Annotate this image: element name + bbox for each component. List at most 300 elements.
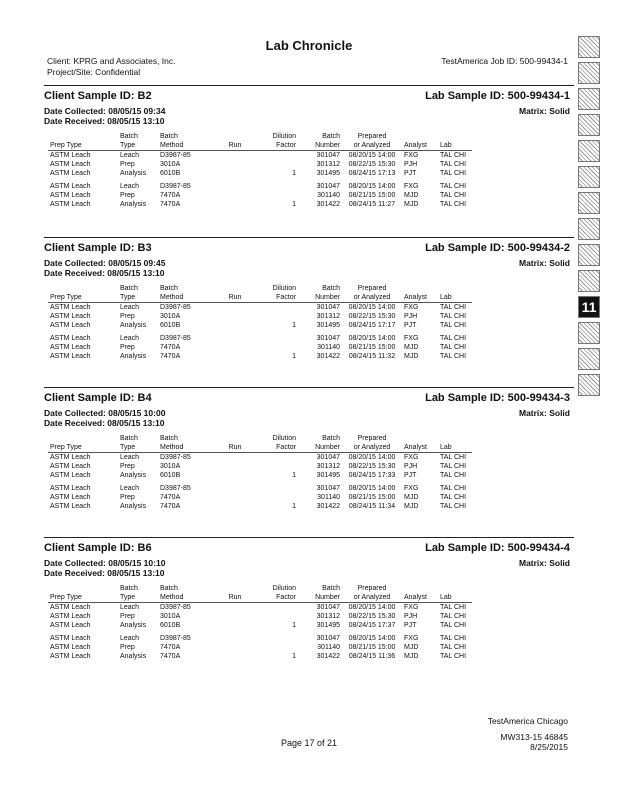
- table-cell: PJH: [404, 613, 418, 620]
- column-header: Factor: [252, 141, 298, 151]
- table-cell: Analysis: [120, 170, 147, 177]
- column-header: Run: [218, 593, 252, 603]
- table-cell: D3987-85: [160, 604, 191, 611]
- table-row: [48, 303, 472, 313]
- column-header: [402, 434, 438, 443]
- table-cell: 08/24/15 11:27: [348, 201, 396, 208]
- table-cell: ASTM Leach: [50, 485, 91, 492]
- table-cell: TAL CHI: [440, 494, 467, 501]
- column-header: Prepared: [357, 133, 387, 140]
- table-cell: 08/21/15 15:00: [348, 494, 396, 501]
- tab-thumbnail[interactable]: [578, 322, 600, 344]
- tab-thumbnail[interactable]: [578, 114, 600, 136]
- column-header: Dilution: [272, 133, 296, 140]
- table-cell: PJT: [404, 622, 417, 629]
- tab-thumbnail[interactable]: [578, 166, 600, 188]
- table-cell: 08/22/15 15:30: [348, 463, 396, 470]
- table-cell: 301047: [316, 635, 340, 642]
- table-cell: [252, 330, 298, 343]
- table-cell: FXG: [404, 335, 419, 342]
- table-cell: 7470A: [160, 201, 181, 208]
- table-row: [48, 151, 472, 161]
- table-cell: 301495: [316, 472, 340, 479]
- table-cell: 08/20/15 14:00: [348, 604, 396, 611]
- table-cell: 08/22/15 15:30: [348, 613, 396, 620]
- column-header: Method: [158, 293, 218, 303]
- table-cell: Analysis: [120, 472, 147, 479]
- column-header: Analyst: [402, 593, 438, 603]
- table-cell: 301422: [316, 201, 340, 208]
- column-header: Prep Type: [48, 593, 118, 603]
- table-cell: ASTM Leach: [50, 313, 91, 320]
- table-cell: ASTM Leach: [50, 152, 91, 159]
- table-row: [48, 630, 472, 643]
- lab-sample-id: Lab Sample ID: 500-99434-3: [425, 392, 570, 404]
- table-cell: ASTM Leach: [50, 503, 91, 510]
- table-cell: ASTM Leach: [50, 170, 91, 177]
- column-header: [438, 132, 472, 141]
- column-header: Prepared: [357, 585, 387, 592]
- table-row: [48, 480, 472, 493]
- column-header: Analyst: [402, 443, 438, 453]
- column-header: Batch: [160, 585, 178, 592]
- table-cell: ASTM Leach: [50, 161, 91, 168]
- tab-thumbnail[interactable]: [578, 140, 600, 162]
- footer-date: 8/25/2015: [530, 742, 568, 752]
- table-cell: Prep: [120, 644, 135, 651]
- tab-thumbnail[interactable]: [578, 348, 600, 370]
- client-name: Client: KPRG and Associates, Inc.: [47, 56, 176, 66]
- table-cell: D3987-85: [160, 635, 191, 642]
- column-header: Number: [298, 443, 342, 453]
- lab-sample-id: Lab Sample ID: 500-99434-2: [425, 242, 570, 254]
- table-cell: 3010A: [160, 613, 181, 620]
- table-cell: 3010A: [160, 161, 181, 168]
- table-cell: ASTM Leach: [50, 622, 91, 629]
- table-cell: D3987-85: [160, 304, 191, 311]
- column-header: [438, 434, 472, 443]
- table-cell: 301047: [316, 454, 340, 461]
- sample-section: [44, 392, 574, 511]
- table-cell: [218, 493, 252, 502]
- tab-thumbnail[interactable]: [578, 270, 600, 292]
- table-cell: [252, 312, 298, 321]
- table-cell: [218, 343, 252, 352]
- column-header: Batch: [322, 435, 340, 442]
- table-row: [48, 652, 472, 661]
- table-cell: D3987-85: [160, 335, 191, 342]
- table-cell: Leach: [120, 604, 140, 611]
- table-cell: ASTM Leach: [50, 653, 91, 660]
- table-cell: 7470A: [160, 344, 181, 351]
- footer-doc-id: MW313-15 46845: [500, 732, 568, 742]
- table-row: [48, 643, 472, 652]
- table-cell: TAL CHI: [440, 201, 467, 208]
- table-cell: ASTM Leach: [50, 192, 91, 199]
- table-cell: MJD: [404, 201, 419, 208]
- table-cell: ASTM Leach: [50, 322, 91, 329]
- table-cell: [218, 612, 252, 621]
- table-cell: Leach: [120, 485, 140, 492]
- table-cell: TAL CHI: [440, 463, 467, 470]
- column-header: Factor: [252, 593, 298, 603]
- table-cell: 08/20/15 14:00: [348, 335, 396, 342]
- table-cell: ASTM Leach: [50, 335, 91, 342]
- table-cell: 7470A: [160, 653, 181, 660]
- table-cell: Analysis: [120, 503, 147, 510]
- table-cell: [218, 200, 252, 209]
- column-header: Factor: [252, 443, 298, 453]
- table-cell: 08/20/15 14:00: [348, 152, 396, 159]
- column-header: Number: [298, 593, 342, 603]
- date-received: Date Received: 08/05/15 13:10: [44, 116, 165, 126]
- table-cell: [252, 191, 298, 200]
- column-header: or Analyzed: [342, 443, 402, 453]
- tab-thumbnail[interactable]: [578, 62, 600, 84]
- table-cell: [252, 453, 298, 463]
- table-cell: 7470A: [160, 192, 181, 199]
- table-cell: [252, 493, 298, 502]
- matrix: Matrix: Solid: [518, 258, 570, 268]
- table-row: [48, 603, 472, 613]
- table-cell: 1: [292, 472, 296, 479]
- table-cell: PJT: [404, 472, 417, 479]
- table-cell: TAL CHI: [440, 313, 467, 320]
- table-cell: Leach: [120, 152, 140, 159]
- column-header: Batch: [120, 133, 138, 140]
- date-received: Date Received: 08/05/15 13:10: [44, 568, 165, 578]
- table-cell: 08/21/15 15:00: [348, 644, 396, 651]
- table-cell: TAL CHI: [440, 503, 467, 510]
- table-cell: [218, 321, 252, 330]
- column-header: Analyst: [402, 293, 438, 303]
- column-header: [48, 284, 118, 293]
- column-header: Method: [158, 593, 218, 603]
- matrix: Matrix: Solid: [518, 106, 570, 116]
- column-header: Prepared: [357, 435, 387, 442]
- table-cell: 1: [292, 353, 296, 360]
- tab-active[interactable]: 11: [578, 296, 600, 318]
- table-cell: ASTM Leach: [50, 454, 91, 461]
- tab-thumbnail[interactable]: [578, 374, 600, 396]
- table-cell: [252, 160, 298, 169]
- table-cell: Prep: [120, 161, 135, 168]
- column-header: Method: [158, 141, 218, 151]
- table-cell: [218, 191, 252, 200]
- table-cell: [218, 643, 252, 652]
- table-cell: TAL CHI: [440, 353, 467, 360]
- table-cell: PJH: [404, 313, 418, 320]
- client-sample-id: Client Sample ID: B3: [44, 242, 152, 254]
- table-cell: 301312: [316, 313, 340, 320]
- client-info: [47, 56, 176, 78]
- table-row: [48, 178, 472, 191]
- column-header: Batch: [160, 133, 178, 140]
- table-cell: TAL CHI: [440, 170, 467, 177]
- table-cell: TAL CHI: [440, 183, 467, 190]
- table-cell: TAL CHI: [440, 304, 467, 311]
- matrix: Matrix: Solid: [518, 558, 570, 568]
- column-header: Analyst: [402, 141, 438, 151]
- column-header: [402, 132, 438, 141]
- table-cell: [252, 480, 298, 493]
- table-row: [48, 343, 472, 352]
- table-cell: 08/21/15 15:00: [348, 192, 396, 199]
- job-id: TestAmerica Job ID: 500-99434-1: [441, 56, 568, 66]
- sample-section: [44, 242, 574, 361]
- column-header: Prepared: [357, 285, 387, 292]
- date-collected: Date Collected: 08/05/15 10:00: [44, 408, 166, 418]
- table-cell: ASTM Leach: [50, 344, 91, 351]
- table-cell: ASTM Leach: [50, 494, 91, 501]
- table-cell: TAL CHI: [440, 622, 467, 629]
- table-cell: 301047: [316, 335, 340, 342]
- chronicle-table: [48, 132, 472, 209]
- table-cell: ASTM Leach: [50, 183, 91, 190]
- project-site: Project/Site: Confidential: [47, 67, 141, 77]
- table-cell: 6010B: [160, 322, 181, 329]
- table-cell: TAL CHI: [440, 335, 467, 342]
- table-cell: Analysis: [120, 322, 147, 329]
- table-row: [48, 453, 472, 463]
- tab-thumbnail[interactable]: [578, 244, 600, 266]
- column-header: Batch: [160, 435, 178, 442]
- section-rule: [44, 237, 574, 238]
- table-cell: 301047: [316, 304, 340, 311]
- table-cell: Prep: [120, 494, 135, 501]
- table-row: [48, 471, 472, 480]
- table-cell: TAL CHI: [440, 613, 467, 620]
- table-cell: MJD: [404, 653, 419, 660]
- table-cell: 301140: [317, 192, 340, 199]
- table-cell: Leach: [120, 335, 140, 342]
- sample-section: [44, 90, 574, 209]
- column-header: Lab: [438, 141, 472, 151]
- table-cell: 1: [292, 622, 296, 629]
- column-header: Dilution: [272, 285, 296, 292]
- table-cell: MJD: [404, 192, 419, 199]
- table-cell: ASTM Leach: [50, 604, 91, 611]
- section-rule: [44, 387, 574, 388]
- table-row: [48, 321, 472, 330]
- table-cell: FXG: [404, 183, 419, 190]
- table-cell: 08/24/15 17:13: [348, 170, 396, 177]
- table-cell: Analysis: [120, 622, 147, 629]
- column-header: [48, 132, 118, 141]
- table-cell: 301047: [316, 485, 340, 492]
- tab-thumbnail[interactable]: [578, 36, 600, 58]
- table-cell: TAL CHI: [440, 192, 467, 199]
- table-cell: ASTM Leach: [50, 304, 91, 311]
- column-header: Batch: [120, 285, 138, 292]
- column-header: Batch: [160, 285, 178, 292]
- table-cell: [218, 652, 252, 661]
- table-row: [48, 493, 472, 502]
- table-cell: 301422: [316, 653, 340, 660]
- table-cell: Leach: [120, 635, 140, 642]
- table-cell: Prep: [120, 192, 135, 199]
- column-header: Prep Type: [48, 141, 118, 151]
- client-sample-id: Client Sample ID: B2: [44, 90, 152, 102]
- table-cell: TAL CHI: [440, 472, 467, 479]
- table-cell: PJT: [404, 322, 417, 329]
- table-cell: [252, 612, 298, 621]
- table-cell: [252, 343, 298, 352]
- section-tabs: [578, 36, 600, 400]
- table-cell: [218, 312, 252, 321]
- table-cell: FXG: [404, 485, 419, 492]
- table-cell: 7470A: [160, 644, 181, 651]
- table-cell: Analysis: [120, 201, 147, 208]
- client-sample-id: Client Sample ID: B4: [44, 392, 152, 404]
- column-header: Type: [118, 141, 158, 151]
- table-cell: 08/20/15 14:00: [348, 183, 396, 190]
- table-cell: TAL CHI: [440, 653, 467, 660]
- column-header: Dilution: [272, 585, 296, 592]
- tab-thumbnail[interactable]: [578, 192, 600, 214]
- table-cell: [218, 621, 252, 630]
- table-cell: [252, 630, 298, 643]
- table-cell: 1: [292, 201, 296, 208]
- table-cell: 301047: [316, 604, 340, 611]
- table-cell: 301312: [316, 161, 340, 168]
- table-cell: 301047: [316, 152, 340, 159]
- table-row: [48, 169, 472, 178]
- table-cell: Prep: [120, 344, 135, 351]
- column-header: [218, 284, 252, 293]
- table-cell: 7470A: [160, 503, 181, 510]
- table-cell: 08/20/15 14:00: [348, 635, 396, 642]
- tab-thumbnail[interactable]: [578, 218, 600, 240]
- date-received: Date Received: 08/05/15 13:10: [44, 268, 165, 278]
- table-cell: TAL CHI: [440, 485, 467, 492]
- table-row: [48, 352, 472, 361]
- header-rule: [44, 85, 574, 86]
- column-header: [48, 584, 118, 593]
- column-header: [218, 584, 252, 593]
- table-cell: [252, 178, 298, 191]
- column-header: Number: [298, 293, 342, 303]
- matrix: Matrix: Solid: [518, 408, 570, 418]
- column-header: Run: [218, 443, 252, 453]
- table-cell: D3987-85: [160, 485, 191, 492]
- chronicle-table: [48, 284, 472, 361]
- table-row: [48, 312, 472, 321]
- table-cell: FXG: [404, 635, 419, 642]
- column-header: [218, 132, 252, 141]
- table-cell: 08/24/15 11:34: [348, 503, 396, 510]
- table-cell: Leach: [120, 304, 140, 311]
- table-cell: 08/22/15 15:30: [348, 313, 396, 320]
- table-cell: 7470A: [160, 494, 181, 501]
- table-cell: [218, 471, 252, 480]
- column-header: or Analyzed: [342, 141, 402, 151]
- column-header: [402, 584, 438, 593]
- table-cell: 301495: [316, 170, 340, 177]
- column-header: Batch: [322, 585, 340, 592]
- table-cell: TAL CHI: [440, 635, 467, 642]
- table-cell: ASTM Leach: [50, 353, 91, 360]
- table-cell: 3010A: [160, 463, 181, 470]
- table-cell: MJD: [404, 344, 419, 351]
- table-cell: ASTM Leach: [50, 472, 91, 479]
- table-cell: 08/24/15 17:33: [348, 472, 396, 479]
- table-cell: 301422: [316, 503, 340, 510]
- table-cell: MJD: [404, 644, 419, 651]
- table-cell: [218, 303, 252, 313]
- lab-sample-id: Lab Sample ID: 500-99434-4: [425, 542, 570, 554]
- table-cell: [218, 630, 252, 643]
- table-cell: ASTM Leach: [50, 635, 91, 642]
- column-header: Lab: [438, 443, 472, 453]
- table-cell: [218, 462, 252, 471]
- column-header: Method: [158, 443, 218, 453]
- table-cell: Analysis: [120, 353, 147, 360]
- column-header: Prep Type: [48, 293, 118, 303]
- footer-lab-name: TestAmerica Chicago: [487, 716, 568, 726]
- column-header: Prep Type: [48, 443, 118, 453]
- column-header: Batch: [120, 435, 138, 442]
- table-cell: TAL CHI: [440, 454, 467, 461]
- table-cell: 1: [292, 170, 296, 177]
- table-cell: TAL CHI: [440, 604, 467, 611]
- column-header: Batch: [322, 285, 340, 292]
- chronicle-table: [48, 434, 472, 511]
- tab-thumbnail[interactable]: [578, 88, 600, 110]
- table-cell: Prep: [120, 463, 135, 470]
- table-cell: 301140: [317, 494, 340, 501]
- table-cell: [218, 169, 252, 178]
- table-cell: TAL CHI: [440, 344, 467, 351]
- page-title: Lab Chronicle: [265, 38, 353, 53]
- column-header: [402, 284, 438, 293]
- table-cell: 301312: [316, 613, 340, 620]
- table-cell: [218, 352, 252, 361]
- table-cell: 301140: [317, 644, 340, 651]
- table-cell: [218, 502, 252, 511]
- table-cell: TAL CHI: [440, 644, 467, 651]
- table-cell: 6010B: [160, 622, 181, 629]
- table-cell: D3987-85: [160, 183, 191, 190]
- table-cell: ASTM Leach: [50, 644, 91, 651]
- column-header: Dilution: [272, 435, 296, 442]
- table-cell: 1: [292, 503, 296, 510]
- table-row: [48, 612, 472, 621]
- chronicle-table: [48, 584, 472, 661]
- table-cell: MJD: [404, 494, 419, 501]
- column-header: or Analyzed: [342, 293, 402, 303]
- table-cell: PJH: [404, 463, 418, 470]
- table-cell: [218, 160, 252, 169]
- table-cell: D3987-85: [160, 454, 191, 461]
- table-cell: 08/20/15 14:00: [348, 485, 396, 492]
- table-row: [48, 160, 472, 169]
- table-row: [48, 191, 472, 200]
- table-cell: [218, 178, 252, 191]
- table-cell: Prep: [120, 313, 135, 320]
- section-rule: [44, 537, 574, 538]
- table-cell: PJT: [404, 170, 417, 177]
- column-header: [218, 434, 252, 443]
- table-cell: 6010B: [160, 170, 181, 177]
- page-number: Page 17 of 21: [280, 738, 338, 748]
- table-cell: TAL CHI: [440, 161, 467, 168]
- table-cell: [252, 643, 298, 652]
- table-row: [48, 462, 472, 471]
- table-cell: D3987-85: [160, 152, 191, 159]
- column-header: Run: [218, 141, 252, 151]
- table-cell: 08/20/15 14:00: [348, 304, 396, 311]
